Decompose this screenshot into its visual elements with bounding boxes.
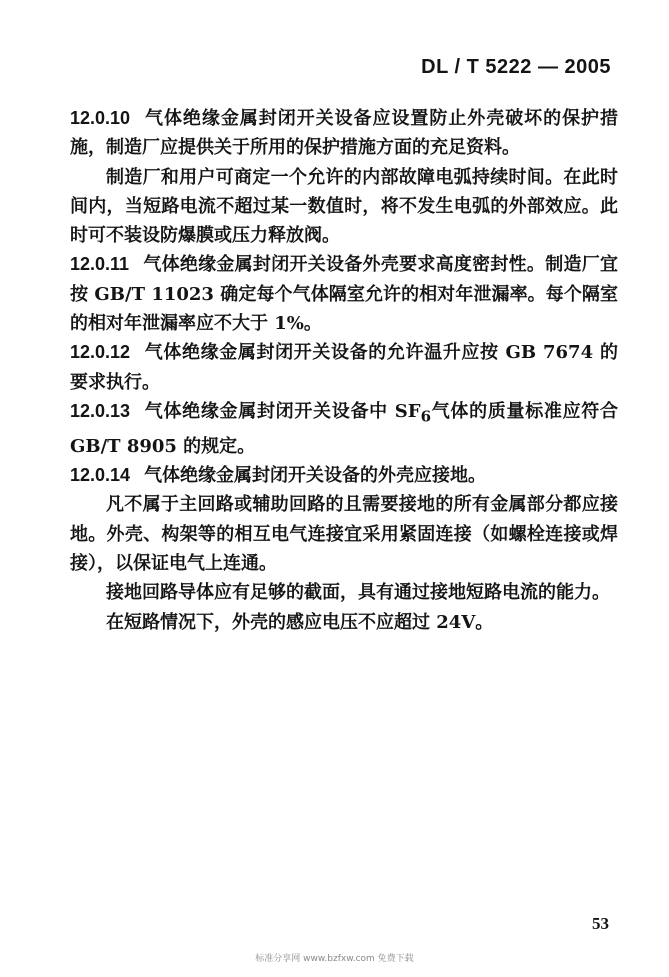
clause-number: 12.0.12 [70,342,131,363]
clause-text: 气体绝缘金属封闭开关设备的允许温升应按 GB 7674 的要求执行。 [70,342,618,393]
clause-12-0-13 [70,397,618,461]
clause-number: 12.0.10 [70,108,131,128]
clause-number: 12.0.13 [70,400,131,421]
clause-12-0-12 [70,338,618,397]
clause-text-after: 气体的质量标准应符合 GB/T 8905 的规定。 [70,400,618,457]
clause-12-0-14 [70,461,618,490]
paragraph-arc-duration: 制造厂和用户可商定一个允许的内部故障电弧持续时间。在此时间内，当短路电流不超过某一数值时，将不发生电弧的外部效应。此时可不装设防爆膜或压力释放阀。 [70,166,618,247]
paragraph-grounding-metal-parts: 凡不属于主回路或辅助回路的且需要接地的所有金属部分都应接地。外壳、构架等的相互电气连接宜采用紧固连接（如螺栓连接或焊接），以保证电气上连通。 [70,494,618,575]
clause-text: 气体绝缘金属封闭开关设备应设置防止外壳破坏的保护措施，制造厂应提供关于所用的保护措施方面的充足资料。 [70,108,618,159]
clause-12-0-11 [70,250,618,338]
clause-text: 气体绝缘金属封闭开关设备的外壳应接地。 [144,465,487,487]
document-body [70,104,618,637]
paragraph-grounding-conductor: 接地回路导体应有足够的截面，具有通过接地短路电流的能力。 [106,582,610,604]
footer-watermark: 标准分享网 www.bzfxw.com 免费下载 [255,954,414,964]
page-number: 53 [592,914,609,933]
standard-code-header: DL / T 5222 — 2005 [421,56,611,78]
clause-text: 气体绝缘金属封闭开关设备外壳要求高度密封性。制造厂宜按 GB/T 11023 确定每个气体隔室允许的相对年泄漏率。每个隔室的相对年泄漏率应不大于 1%。 [70,254,618,335]
clause-number: 12.0.11 [70,254,130,275]
paragraph-induced-voltage: 在短路情况下，外壳的感应电压不应超过 24V。 [106,611,494,633]
sf6-subscript: 6 [420,407,432,426]
clause-12-0-10 [70,104,618,163]
clause-text-before: 气体绝缘金属封闭开关设备中 SF [144,400,421,422]
clause-number: 12.0.14 [70,465,131,486]
